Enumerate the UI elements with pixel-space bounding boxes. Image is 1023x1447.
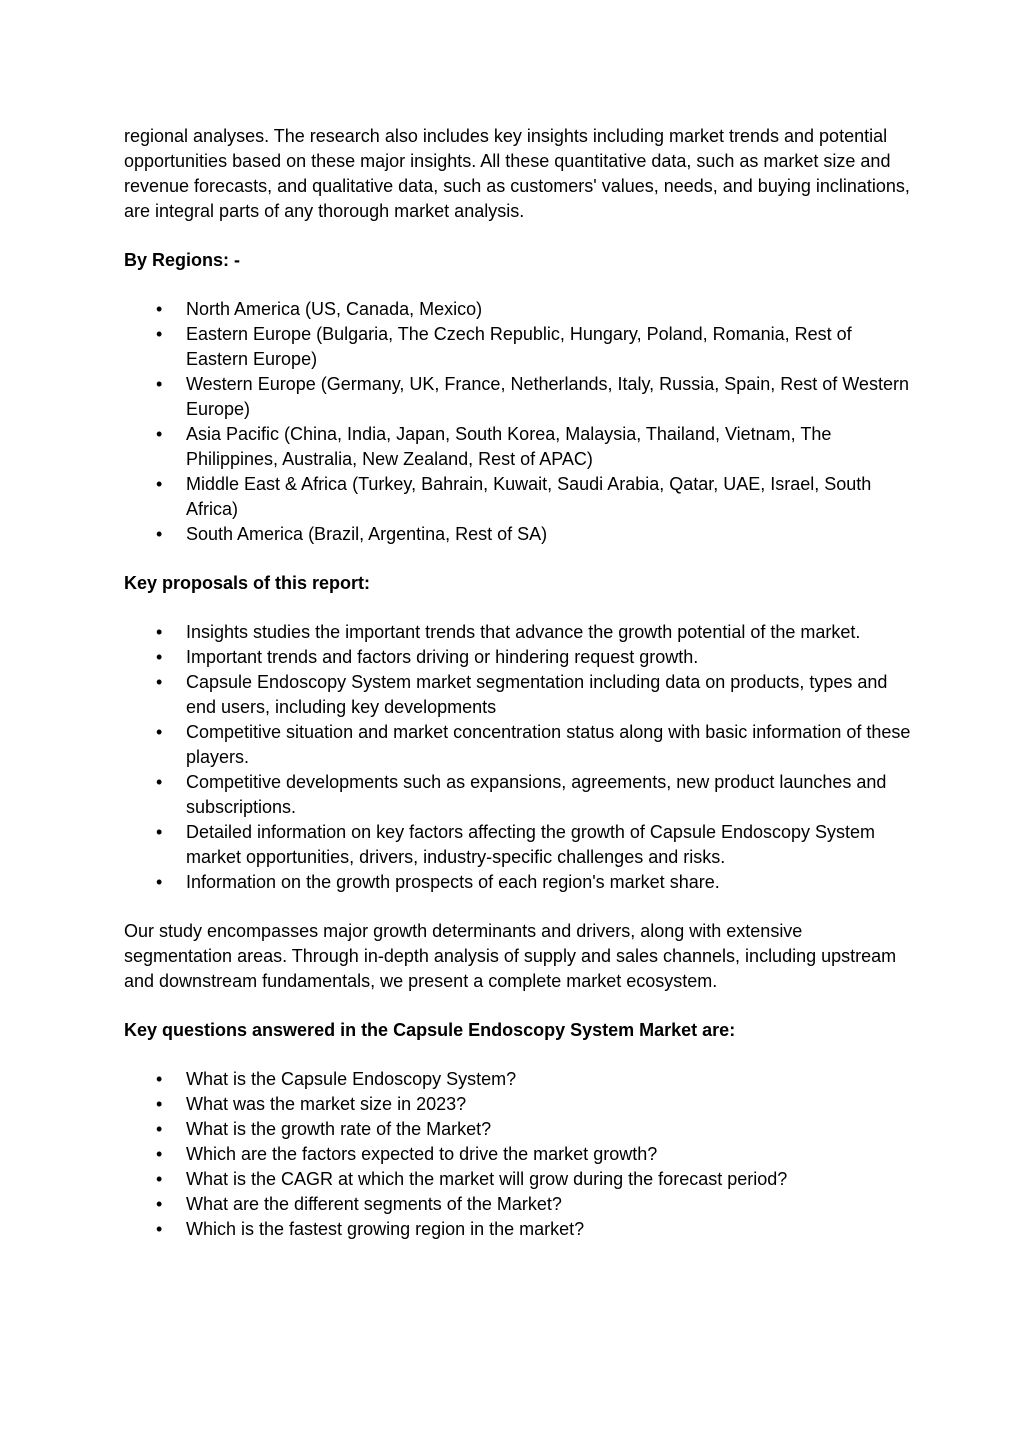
document-page — [124, 124, 914, 1266]
list-item: • Western Europe (Germany, UK, France, Netherlands, Italy, Russia, Spain, Rest of Western Europe) — [124, 372, 914, 422]
list-item: • Information on the growth prospects of each region's market share. — [124, 870, 914, 895]
list-item: • Competitive situation and market concentration status along with basic information of these players. — [124, 720, 914, 770]
list-item: • Which are the factors expected to drive the market growth? — [124, 1142, 914, 1167]
list-item: • Competitive developments such as expansions, agreements, new product launches and subscriptions. — [124, 770, 914, 820]
list-item: • Asia Pacific (China, India, Japan, South Korea, Malaysia, Thailand, Vietnam, The Philippines, Australia, New Zealand, Rest of APAC) — [124, 422, 914, 472]
proposals-list — [124, 620, 914, 895]
list-item: • Which is the fastest growing region in the market? — [124, 1217, 914, 1242]
regions-list — [124, 297, 914, 547]
list-item: • Eastern Europe (Bulgaria, The Czech Republic, Hungary, Poland, Romania, Rest of Eastern Europe) — [124, 322, 914, 372]
proposals-heading: Key proposals of this report: — [124, 573, 371, 593]
list-item: • Capsule Endoscopy System market segmentation including data on products, types and end users, including key developments — [124, 670, 914, 720]
regions-heading: By Regions: - — [124, 250, 241, 270]
list-item: • What is the growth rate of the Market? — [124, 1117, 914, 1142]
list-item: • What is the Capsule Endoscopy System? — [124, 1067, 914, 1092]
list-item: • Detailed information on key factors affecting the growth of Capsule Endoscopy System market opportunities, drivers, industry-specific challenges and risks. — [124, 820, 914, 870]
list-item: • Middle East & Africa (Turkey, Bahrain, Kuwait, Saudi Arabia, Qatar, UAE, Israel, South Africa) — [124, 472, 914, 522]
list-item: • North America (US, Canada, Mexico) — [124, 297, 914, 322]
questions-heading: Key questions answered in the Capsule Endoscopy System Market are: — [124, 1020, 736, 1040]
list-item: • Insights studies the important trends that advance the growth potential of the market. — [124, 620, 914, 645]
list-item: • What was the market size in 2023? — [124, 1092, 914, 1117]
study-paragraph: Our study encompasses major growth determinants and drivers, along with extensive segmentation areas. Through in-depth analysis of supply and sales channels, including upstream and downstream fundamentals, we present a complete market ecosystem. — [124, 921, 897, 991]
questions-list — [124, 1067, 914, 1242]
list-item: • South America (Brazil, Argentina, Rest of SA) — [124, 522, 914, 547]
list-item: • Important trends and factors driving or hindering request growth. — [124, 645, 914, 670]
intro-paragraph: regional analyses. The research also includes key insights including market trends and potential opportunities based on these major insights. All these quantitative data, such as market size and revenue forecasts, and qualitative data, such as customers' values, needs, and buying inclinations, are integral parts of any thorough market analysis. — [124, 126, 910, 221]
list-item: • What are the different segments of the Market? — [124, 1192, 914, 1217]
list-item: • What is the CAGR at which the market will grow during the forecast period? — [124, 1167, 914, 1192]
